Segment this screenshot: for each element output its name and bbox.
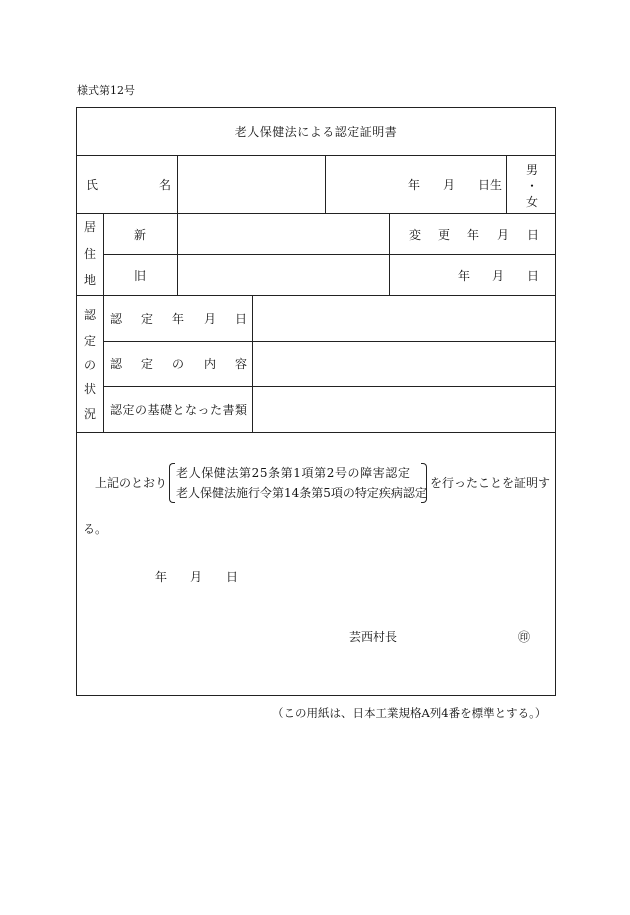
certification-content-field[interactable] — [253, 342, 555, 385]
status-row2-char: 定 — [141, 357, 154, 371]
status-row1-char: 定 — [141, 312, 154, 326]
status-row1-char: 年 — [172, 312, 185, 326]
status-row1-char: 月 — [204, 312, 217, 326]
right-brace — [421, 463, 427, 503]
old-address-field[interactable] — [178, 255, 388, 294]
status-row2-char: 認 — [110, 357, 123, 371]
residence-old-label: 旧 — [134, 269, 147, 283]
certification-date-field[interactable] — [253, 296, 555, 340]
cert-option-1[interactable]: 老人保健法第25条第1項第2号の障害認定 — [176, 466, 411, 480]
status-label-char: 状 — [84, 382, 97, 396]
residence-new-label: 新 — [134, 228, 147, 242]
change-month-label: 月 — [497, 228, 510, 242]
issue-year-label: 年 — [155, 570, 168, 584]
status-label-char: の — [84, 358, 97, 372]
status-row1-char: 日 — [235, 312, 248, 326]
gender-male[interactable]: 男 — [526, 163, 539, 177]
issue-day-label: 日 — [226, 570, 239, 584]
new-address-field[interactable] — [178, 214, 388, 253]
birth-day-label: 日生 — [478, 178, 503, 192]
cert-suffix: を行ったことを証明す — [430, 476, 551, 490]
status-label-char: 認 — [84, 308, 97, 322]
status-label-char: 定 — [84, 334, 97, 348]
form-number: 様式第12号 — [77, 84, 135, 97]
old-day-label: 日 — [527, 269, 540, 283]
residence-label-char: 居 — [84, 220, 97, 234]
status-row1-char: 認 — [110, 312, 123, 326]
old-month-label: 月 — [492, 269, 505, 283]
residence-label-char: 地 — [84, 273, 97, 287]
gender-dot: ・ — [526, 179, 539, 193]
footnote: （この用紙は、日本工業規格A列4番を標準とする。） — [272, 706, 547, 720]
name-field[interactable] — [178, 156, 324, 212]
birth-year-label: 年 — [408, 178, 421, 192]
old-year-label: 年 — [458, 269, 471, 283]
change-char: 変 — [409, 228, 422, 242]
residence-label-char: 住 — [84, 247, 97, 261]
name-label-1: 氏 — [86, 178, 99, 192]
cert-option-2[interactable]: 老人保健法施行令第14条第5項の特定疾病認定 — [176, 486, 427, 500]
change-year-label: 年 — [467, 228, 480, 242]
status-label-char: 況 — [84, 407, 97, 421]
cert-continuation: る。 — [83, 522, 108, 536]
basis-documents-label: 認定の基礎となった書類 — [110, 403, 248, 417]
name-label-2: 名 — [159, 178, 172, 192]
status-row2-char: 容 — [235, 357, 248, 371]
birth-month-label: 月 — [443, 178, 456, 192]
left-brace — [169, 463, 175, 503]
status-row2-char: の — [172, 357, 185, 371]
issue-month-label: 月 — [190, 570, 203, 584]
seal-mark: ㊞ — [518, 630, 531, 644]
change-char: 更 — [438, 228, 451, 242]
basis-documents-field[interactable] — [253, 387, 555, 431]
page-title: 老人保健法による認定証明書 — [234, 125, 398, 139]
status-row2-char: 内 — [204, 357, 217, 371]
issuer-name: 芸西村長 — [349, 630, 398, 644]
cert-prefix: 上記のとおり — [95, 476, 168, 490]
change-day-label: 日 — [527, 228, 540, 242]
gender-female[interactable]: 女 — [526, 195, 539, 209]
